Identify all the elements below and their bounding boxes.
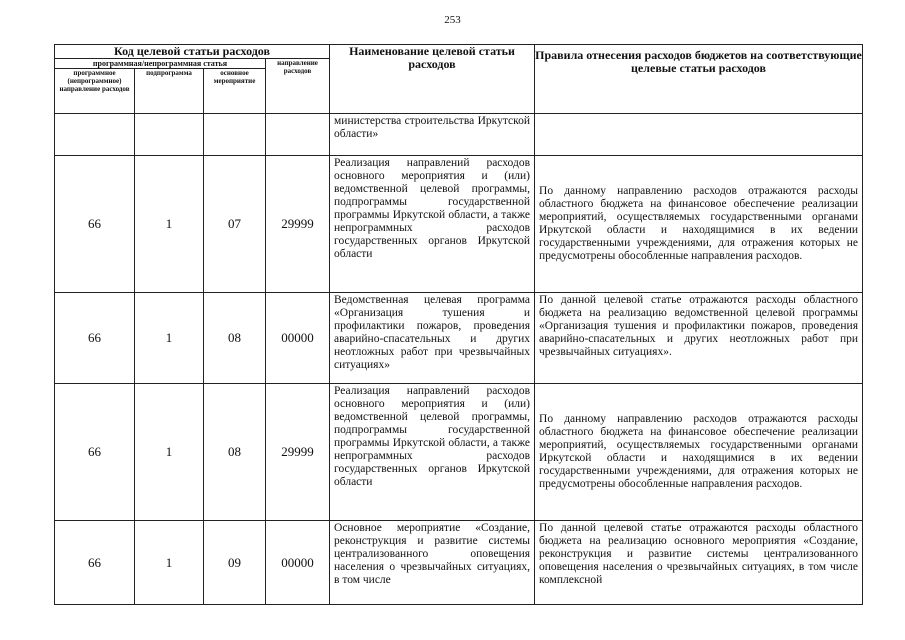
subprogram-code: 1	[135, 384, 204, 521]
table-row	[55, 293, 863, 384]
subprogram-code: 1	[135, 156, 204, 293]
item-name: Реализация направлений расходов основного мероприятия и (или) ведомственной целевой программы, подпрограммы государственной программы Иркутской области, а также непрограммных расходов государственных органов Иркутской области	[330, 156, 535, 293]
item-rules: По данной целевой статье отражаются расходы областного бюджета на реализацию ведомственной целевой программы «Организация тушения и профилактики пожаров, проведения аварийно-спасательных и других неотложных работ при чрезвычайных ситуациях».	[535, 293, 863, 384]
subprogram-code	[135, 114, 204, 156]
program-header: программное (непрограммное) направление расходов	[55, 69, 135, 114]
budget-table	[54, 44, 863, 605]
subprogram-code: 1	[135, 521, 204, 605]
code-header: Код целевой статьи расходов	[55, 45, 330, 59]
table-row	[55, 156, 863, 293]
direction-code: 29999	[266, 384, 330, 521]
program-code: 66	[55, 384, 135, 521]
event-code: 07	[204, 156, 266, 293]
item-name: министерства строительства Иркутской области»	[330, 114, 535, 156]
subprogram-code: 1	[135, 293, 204, 384]
table-row	[55, 384, 863, 521]
direction-code: 00000	[266, 293, 330, 384]
event-code: 09	[204, 521, 266, 605]
rules-header: Правила отнесения расходов бюджетов на соответствующие целевые статьи расходов	[535, 45, 863, 114]
name-header: Наименование целевой статьи расходов	[330, 45, 535, 114]
item-rules: По данному направлению расходов отражаются расходы областного бюджета на финансовое обеспечение реализации мероприятий, осуществляемых государственными органами Иркутской области и находящимися в их ведении государственными учреждениями, для отражения которых не предусмотрены обособленные направления расходов.	[535, 156, 863, 293]
item-name: Ведомственная целевая программа «Организация тушения и профилактики пожаров, проведения аварийно-спасательных и других неотложных работ при чрезвычайных ситуациях»	[330, 293, 535, 384]
event-code: 08	[204, 384, 266, 521]
program-code	[55, 114, 135, 156]
direction-code: 00000	[266, 521, 330, 605]
program-group-header: программная/непрограммная статья	[55, 59, 266, 69]
program-code: 66	[55, 293, 135, 384]
event-header: основное мероприятие	[204, 69, 266, 114]
table-row	[55, 114, 863, 156]
direction-code: 29999	[266, 156, 330, 293]
event-code: 08	[204, 293, 266, 384]
event-code	[204, 114, 266, 156]
page-number: 253	[444, 14, 461, 26]
program-code: 66	[55, 156, 135, 293]
item-name: Основное мероприятие «Создание, реконструкция и развитие системы централизованного оповещения населения о чрезвычайных ситуациях, в том числе	[330, 521, 535, 605]
table-row	[55, 521, 863, 605]
item-rules	[535, 114, 863, 156]
subprogram-header: подпрограмма	[135, 69, 204, 114]
direction-header: направление расходов	[266, 59, 330, 114]
item-rules: По данному направлению расходов отражаются расходы областного бюджета на финансовое обеспечение реализации мероприятий, осуществляемых государственными органами Иркутской области и находящимися в их ведении государственными учреждениями, для отражения которых не предусмотрены обособленные направления расходов.	[535, 384, 863, 521]
item-name: Реализация направлений расходов основного мероприятия и (или) ведомственной целевой программы, подпрограммы государственной программы Иркутской области, а также непрограммных расходов государственных органов Иркутской области	[330, 384, 535, 521]
program-code: 66	[55, 521, 135, 605]
item-rules: По данной целевой статье отражаются расходы областного бюджета на реализацию основного мероприятия «Создание, реконструкция и развитие системы централизованного оповещения населения о чрезвычайных ситуациях, в том числе комплексной	[535, 521, 863, 605]
direction-code	[266, 114, 330, 156]
